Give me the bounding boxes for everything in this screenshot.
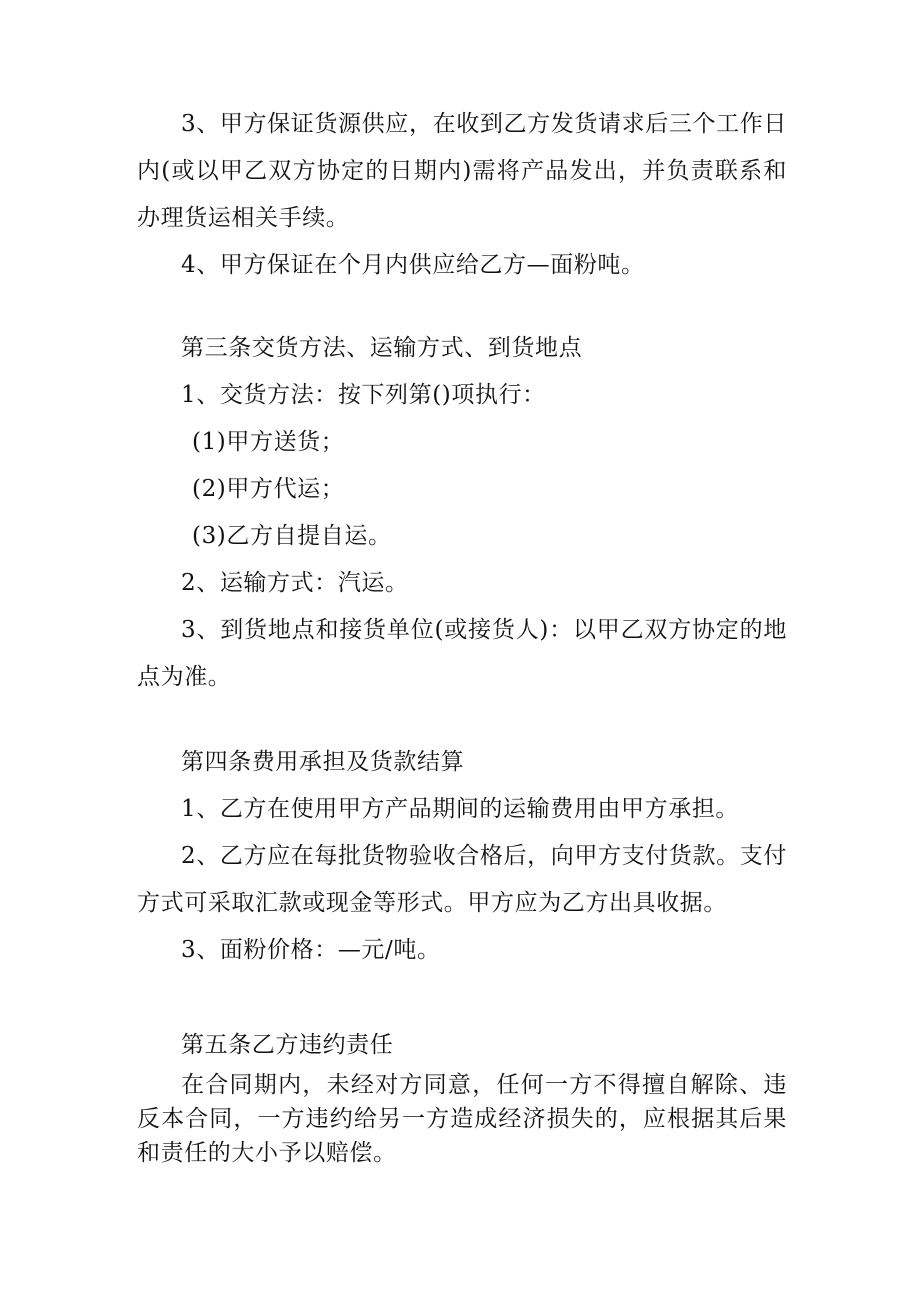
article-3-heading: 第三条交货方法、运输方式、到货地点 [181, 335, 583, 361]
paragraph-supply-guarantee: 3、甲方保证货源供应，在收到乙方发货请求后三个工作日内(或以甲乙双方协定的日期内)需将产品发出，并负责联系和办理货运相关手续。 [137, 111, 787, 231]
paragraph-breach-liability: 在合同期内，未经对方同意，任何一方不得擅自解除、违反本合同，一方违约给另一方造成经济损失的，应根据其后果和责任的大小予以赔偿。 [137, 1072, 787, 1166]
paragraph-transport-mode: 2、运输方式：汽运。 [181, 570, 409, 596]
paragraph-delivery-location: 3、到货地点和接货单位(或接货人)：以甲乙双方协定的地点为准。 [137, 617, 787, 690]
paragraph-transport-cost: 1、乙方在使用甲方产品期间的运输费用由甲方承担。 [181, 796, 740, 822]
delivery-option-3: (3)乙方自提自运。 [192, 523, 392, 549]
paragraph-flour-price: 3、面粉价格：—元/吨。 [181, 937, 441, 963]
article-4-heading: 第四条费用承担及货款结算 [181, 749, 465, 775]
article-5-heading: 第五条乙方违约责任 [181, 1032, 394, 1058]
paragraph-monthly-supply: 4、甲方保证在个月内供应给乙方—面粉吨。 [181, 252, 645, 278]
delivery-option-1: (1)甲方送货； [192, 429, 345, 455]
delivery-option-2: (2)甲方代运； [192, 476, 345, 502]
paragraph-payment: 2、乙方应在每批货物验收合格后，向甲方支付货款。支付方式可采取汇款或现金等形式。甲方应为乙方出具收据。 [137, 843, 787, 916]
paragraph-delivery-method: 1、交货方法：按下列第()项执行： [181, 382, 546, 408]
